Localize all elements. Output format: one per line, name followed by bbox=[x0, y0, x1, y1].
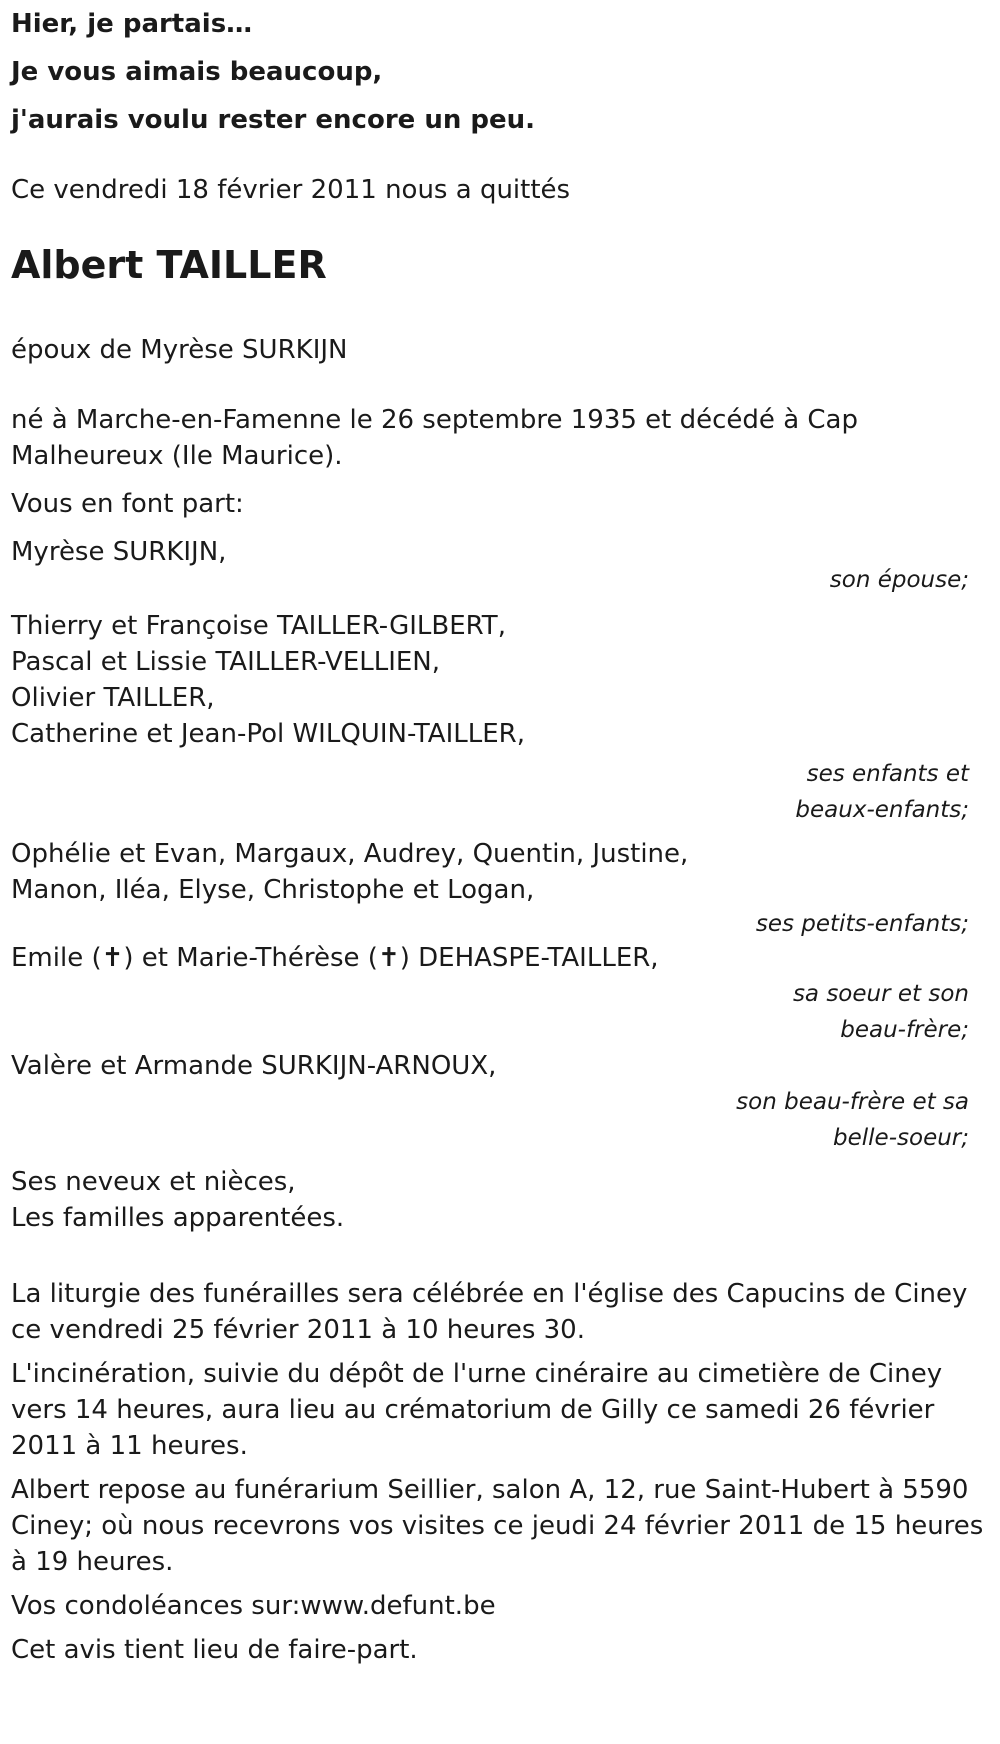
closing-line: Cet avis tient lieu de faire-part. bbox=[11, 1635, 418, 1665]
birth-line-2: Malheureux (Ile Maurice). bbox=[11, 441, 343, 471]
liturgy-line-1: La liturgie des funérailles sera célébrée en l'église des Capucins de Ciney bbox=[11, 1279, 968, 1309]
family-inlaws-name: Valère et Armande SURKIJN-ARNOUX, bbox=[11, 1051, 497, 1081]
family-spouse-relation: son épouse; bbox=[829, 567, 969, 593]
announce-line: Vous en font part: bbox=[11, 489, 244, 519]
spouse-line: époux de Myrèse SURKIJN bbox=[11, 335, 348, 365]
visitation-line-2: Ciney; où nous recevrons vos visites ce jeudi 24 février 2011 de 15 heures bbox=[11, 1511, 984, 1541]
poem-line-1: Hier, je partais… bbox=[11, 9, 253, 39]
family-sister-name: Emile (✝) et Marie-Thérèse (✝) DEHASPE-TAILLER, bbox=[11, 943, 659, 973]
condolences-line: Vos condoléances sur:www.defunt.be bbox=[11, 1591, 496, 1621]
liturgy-line-2: ce vendredi 25 février 2011 à 10 heures 30. bbox=[11, 1315, 585, 1345]
family-sister-relation-2: beau-frère; bbox=[840, 1017, 969, 1043]
deceased-name: Albert TAILLER bbox=[11, 243, 327, 287]
visitation-line-3: à 19 heures. bbox=[11, 1547, 174, 1577]
family-spouse-name: Myrèse SURKIJN, bbox=[11, 537, 227, 567]
family-children-relation-1: ses enfants et bbox=[806, 761, 969, 787]
obituary-page bbox=[0, 4, 1000, 1744]
family-children-name-1: Thierry et Françoise TAILLER-GILBERT, bbox=[11, 611, 506, 641]
poem-line-2: Je vous aimais beaucoup, bbox=[11, 57, 383, 87]
family-others-1: Ses neveux et nièces, bbox=[11, 1167, 296, 1197]
cremation-line-3: 2011 à 11 heures. bbox=[11, 1431, 248, 1461]
family-grandchildren-relation: ses petits-enfants; bbox=[755, 911, 969, 937]
poem-line-3: j'aurais voulu rester encore un peu. bbox=[11, 105, 536, 135]
family-sister-relation-1: sa soeur et son bbox=[792, 981, 969, 1007]
intro-text: Ce vendredi 18 février 2011 nous a quittés bbox=[11, 175, 571, 205]
cremation-line-1: L'incinération, suivie du dépôt de l'urne cinéraire au cimetière de Ciney bbox=[11, 1359, 943, 1389]
family-grandchildren-name-1: Ophélie et Evan, Margaux, Audrey, Quentin, Justine, bbox=[11, 839, 689, 869]
family-others-2: Les familles apparentées. bbox=[11, 1203, 345, 1233]
family-inlaws-relation-1: son beau-frère et sa bbox=[736, 1089, 969, 1115]
family-children-name-4: Catherine et Jean-Pol WILQUIN-TAILLER, bbox=[11, 719, 525, 749]
cremation-line-2: vers 14 heures, aura lieu au crématorium de Gilly ce samedi 26 février bbox=[11, 1395, 935, 1425]
family-grandchildren-name-2: Manon, Iléa, Elyse, Christophe et Logan, bbox=[11, 875, 535, 905]
family-inlaws-relation-2: belle-soeur; bbox=[833, 1125, 969, 1151]
family-children-name-2: Pascal et Lissie TAILLER-VELLIEN, bbox=[11, 647, 441, 677]
birth-line-1: né à Marche-en-Famenne le 26 septembre 1935 et décédé à Cap bbox=[11, 405, 858, 435]
family-children-name-3: Olivier TAILLER, bbox=[11, 683, 215, 713]
visitation-line-1: Albert repose au funérarium Seillier, salon A, 12, rue Saint-Hubert à 5590 bbox=[11, 1475, 969, 1505]
family-children-relation-2: beaux-enfants; bbox=[795, 797, 969, 823]
